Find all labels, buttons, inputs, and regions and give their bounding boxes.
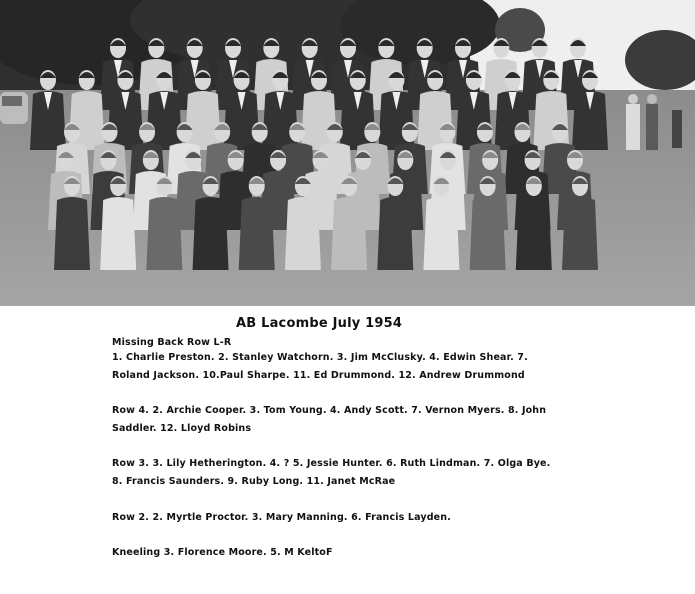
caption-line-back-row-1: 1. Charlie Preston. 2. Stanley Watchorn. 3. Jim McClusky. 4. Edwin Shear. 7. bbox=[112, 352, 528, 363]
person-body bbox=[470, 197, 506, 270]
photo-car bbox=[0, 92, 28, 124]
person-body bbox=[239, 197, 275, 270]
person-body bbox=[533, 91, 569, 150]
person-body bbox=[516, 197, 552, 270]
person-body bbox=[193, 197, 229, 270]
caption-line-row4-1: Row 4. 2. Archie Cooper. 3. Tom Young. 4. Andy Scott. 7. Vernon Myers. 8. John bbox=[112, 405, 547, 416]
person-body bbox=[54, 197, 90, 270]
person-body bbox=[377, 197, 413, 270]
caption-line-row4-2: Saddler. 12. Lloyd Robins bbox=[112, 423, 252, 434]
caption-line-kneeling: Kneeling 3. Florence Moore. 5. M KeltoF bbox=[112, 547, 333, 558]
person-body bbox=[185, 91, 221, 150]
caption-line-back-row-2: Roland Jackson. 10.Paul Sharpe. 11. Ed Drummond. 12. Andrew Drummond bbox=[112, 370, 525, 381]
person-body bbox=[331, 197, 367, 270]
caption-line-row3-1: Row 3. 3. Lily Hetherington. 4. ? 5. Jessie Hunter. 6. Ruth Lindman. 7. Olga Bye. bbox=[112, 458, 551, 469]
caption-line-missing-back-row: Missing Back Row L-R bbox=[112, 337, 232, 348]
caption-line-row2: Row 2. 2. Myrtle Proctor. 3. Mary Manning. 6. Francis Layden. bbox=[112, 512, 451, 523]
caption-line-row3-2: 8. Francis Saunders. 9. Ruby Long. 11. Janet McRae bbox=[112, 476, 396, 487]
person-body bbox=[285, 197, 321, 270]
person-body bbox=[423, 197, 459, 270]
person-body bbox=[100, 197, 136, 270]
person-body bbox=[562, 197, 598, 270]
person-body bbox=[146, 197, 182, 270]
caption-area bbox=[0, 306, 695, 594]
caption-title: AB Lacombe July 1954 bbox=[236, 316, 403, 331]
